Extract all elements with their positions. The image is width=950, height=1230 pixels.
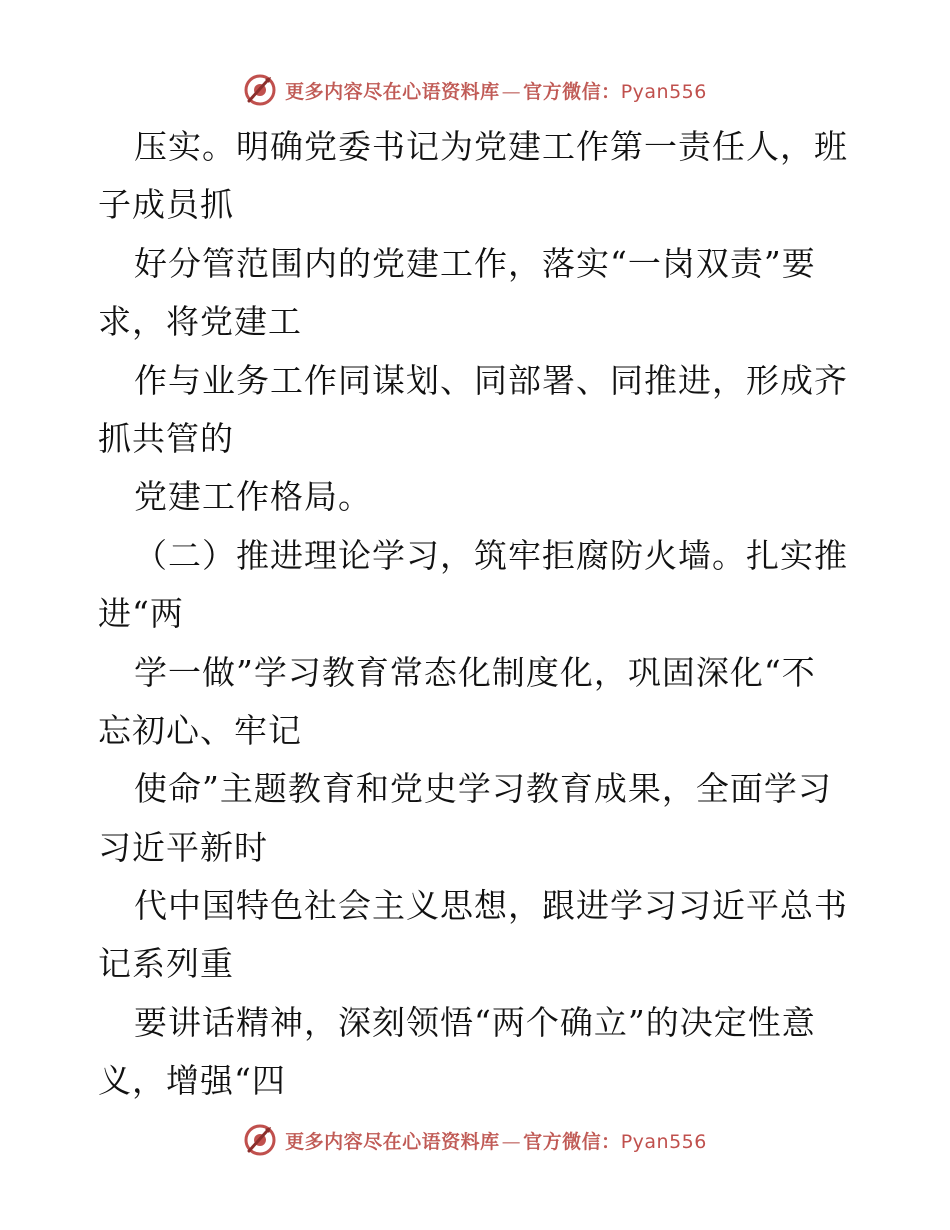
body-line: 学一做”学习教育常态化制度化，巩固深化“不 (134, 652, 816, 692)
header-watermark-banner (0, 70, 950, 110)
document-body (98, 118, 858, 1111)
watermark-text (285, 1127, 707, 1154)
body-line: 忘初心、牢记 (98, 710, 302, 750)
watermark-text (285, 77, 707, 104)
watermark-wechat-id: Pyan556 (620, 80, 707, 103)
body-line: 记系列重 (98, 944, 234, 984)
watermark-wechat-label: 官方微信： (523, 1130, 621, 1153)
watermark-dash: — (501, 1130, 522, 1153)
body-line: 求，将党建工 (98, 302, 302, 342)
body-line: 要讲话精神，深刻领悟“两个确立”的决定性意 (134, 1002, 816, 1042)
watermark-wechat-label: 官方微信： (523, 80, 621, 103)
body-line: 抓共管的 (98, 418, 234, 458)
footer-watermark-banner (0, 1120, 950, 1160)
brand-logo-icon (243, 1123, 277, 1157)
brand-logo-icon (243, 73, 277, 107)
watermark-dash: — (501, 80, 522, 103)
body-line: 习近平新时 (98, 827, 268, 867)
body-line: 压实。明确党委书记为党建工作第一责任人，班 (134, 127, 848, 166)
body-line: 使命”主题教育和党史学习教育成果，全面学习 (134, 769, 832, 809)
watermark-wechat-id: Pyan556 (620, 1130, 707, 1153)
body-line: 进“两 (98, 594, 184, 634)
body-line: 代中国特色社会主义思想，跟进学习习近平总书 (134, 886, 848, 926)
body-line: 作与业务工作同谋划、同部署、同推进，形成齐 (134, 360, 848, 400)
body-line: 义，增强“四 (98, 1061, 286, 1101)
watermark-cn-text: 更多内容尽在心语资料库 (285, 80, 500, 103)
body-line: 好分管范围内的党建工作，落实“一岗双责”要 (134, 243, 816, 283)
body-line: （二）推进理论学习，筑牢拒腐防火墙。扎实推 (134, 535, 848, 575)
body-line: 党建工作格局。 (134, 477, 372, 517)
watermark-cn-text: 更多内容尽在心语资料库 (285, 1130, 500, 1153)
body-line: 子成员抓 (98, 185, 234, 225)
